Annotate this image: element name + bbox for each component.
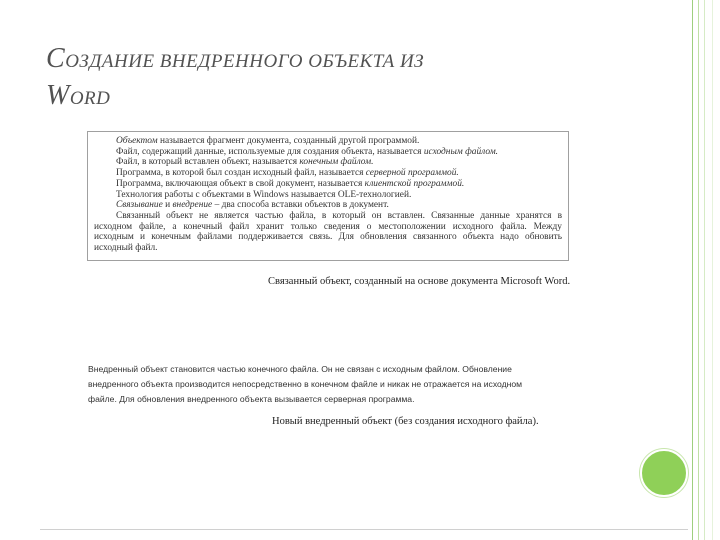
paragraph-line: Внедренный объект становится частью конечного файла. Он не связан с исходным файлом. Обновление [88,364,512,374]
linked-object-caption: Связанный объект, созданный на основе документа Microsoft Word. [268,276,571,287]
title-line-1: СОЗДАНИЕ ВНЕДРЕННОГО ОБЪЕКТА ИЗ [46,43,425,74]
paragraph-line: исходный файл. [94,243,158,254]
paragraph-line: исходным и конечным файлами поддерживается связь. Для обновления связанного объекта надо обновить [94,232,562,243]
paragraph-line: файле. Для обновления внедренного объекта вызывается серверная программа. [88,394,415,404]
accent-circle [640,449,688,497]
definitions-list [94,136,562,211]
bottom-frame-line [40,529,688,530]
definition-line: Связывание и внедрение – два способа вставки объектов в документ. [116,200,389,211]
definition-line: Программа, в которой был создан исходный файл, называется серверной программой. [116,168,459,179]
definition-line: Технология работы с объектами в Windows называется OLE-технологией. [116,189,412,200]
definition-line: Программа, включающая объект в свой документ, называется клиентской программой. [116,178,465,189]
paragraph-line: Связанный объект не является частью файла, в который он вставлен. Связанные данные хранятся в [116,210,562,221]
frame-line-1 [692,0,693,540]
linked-object-paragraph [94,211,562,254]
frame-line-4 [712,0,713,540]
paragraph-line: исходном файле, а конечный файл хранит только сведения о местоположении исходного файла. Между [94,221,562,232]
title-line-2: WORD [46,80,111,111]
definition-line: Файл, в который вставлен объект, называется конечным файлом. [116,157,374,168]
embedded-object-caption: Новый внедренный объект (без создания исходного файла). [272,416,539,427]
definition-line: Объектом называется фрагмент документа, созданный другой программой. [116,136,420,146]
slide-title [46,42,626,116]
frame-line-3 [704,0,705,540]
frame-line-2 [698,0,699,540]
linked-object-box [87,131,569,261]
paragraph-line: внедренного объекта производится непосредственно в конечном файле и никак не отражается на исходном [88,379,523,389]
embedded-object-paragraph [88,362,568,407]
definition-line: Файл, содержащий данные, используемые для создания объекта, называется исходным файлом. [116,146,499,157]
